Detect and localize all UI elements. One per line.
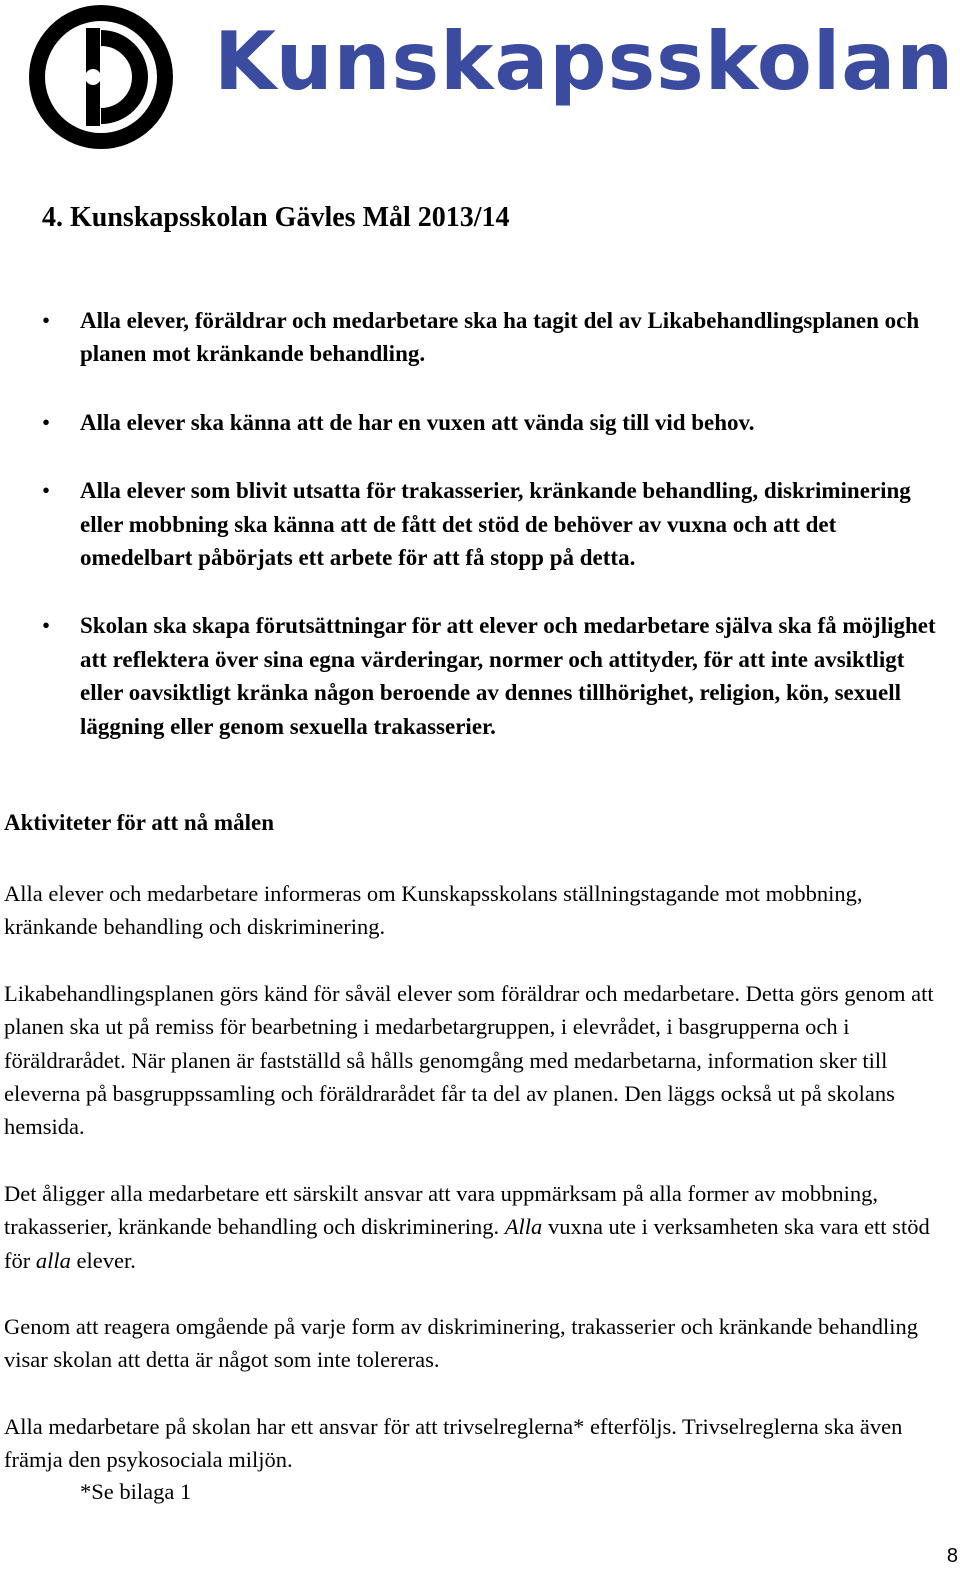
emphasis-text: alla	[35, 1247, 71, 1273]
bullet-icon: •	[42, 613, 51, 639]
goal-item	[42, 609, 952, 743]
goal-text: Alla elever som blivit utsatta för trakasserier, kränkande behandling, diskriminering eller mobbning ska känna att de fått det stöd de behöver av vuxna och att det omedelbart påbörjats ett arbete för att få stopp på detta.	[80, 478, 911, 571]
paragraph: Alla medarbetare på skolan har ett ansvar för att trivselreglerna* efterföljs. Trivselreglerna ska även främja den psykosociala miljön.	[4, 1413, 903, 1473]
paragraph-text: vuxna ute i verksamheten ska vara ett stöd för	[4, 1214, 930, 1273]
page-title: 4. Kunskapsskolan Gävles Mål 2013/14	[42, 202, 510, 233]
paragraph	[4, 1177, 954, 1277]
kunskapsskolan-emblem-icon	[28, 4, 174, 150]
header	[28, 4, 955, 152]
bullet-icon: •	[42, 409, 51, 435]
page-number: 8	[946, 1545, 958, 1567]
goal-item	[42, 304, 952, 371]
goal-item	[42, 474, 952, 574]
goal-text: Skolan ska skapa förutsättningar för att elever och medarbetare själva ska få möjlighet att reflektera över sina egna värderingar, normer och attityder, för att inte avsiktligt eller oavsiktligt kränka någon beroende av dennes tillhörighet, religion, kön, sexuell läggning eller genom sexuella trakasserier.	[80, 613, 936, 739]
goal-text: Alla elever ska känna att de har en vuxen att vända sig till vid behov.	[80, 409, 755, 435]
paragraph-text: elever.	[70, 1247, 136, 1273]
activities-body	[4, 877, 954, 1510]
bullet-icon: •	[42, 308, 51, 333]
appendix-note: *Se bilaga 1	[80, 1479, 192, 1504]
goals-list	[42, 304, 952, 778]
activities-heading: Aktiviteter för att nå målen	[4, 810, 274, 835]
paragraph: Alla elever och medarbetare informeras om Kunskapsskolans ställningstagande mot mobbning, kränkande behandling och diskriminering.	[4, 881, 863, 940]
paragraph: Genom att reagera omgående på varje form av diskriminering, trakasserier och kränkande behandling visar skolan att detta är något som inte tolereras.	[4, 1314, 919, 1373]
bullet-icon: •	[42, 478, 51, 504]
logo-wordmark: Kunskapsskolan	[214, 15, 955, 108]
goal-item	[42, 406, 952, 439]
goal-text: Alla elever, föräldrar och medarbetare ska ha tagit del av Likabehandlingsplanen och planen mot kränkande behandling.	[80, 308, 920, 367]
paragraph-text: Det åligger alla medarbetare ett särskilt ansvar att vara uppmärksam på alla former av mobbning, trakasserier, kränkande behandling och diskriminering.	[4, 1180, 879, 1240]
paragraph: Likabehandlingsplanen görs känd för såväl elever som föräldrar och medarbetare. Detta görs genom att planen ska ut på remiss för bearbetning i medarbetargruppen, i elevrådet, i basgrupperna och i föräldrarådet. När planen är fastställd så hålls genomgång med medarbetarna, information sker till eleverna på basgruppssamling och föräldrarådet får ta del av planen. Den läggs också ut på skolans hemsida.	[4, 980, 934, 1140]
emphasis-text: Alla	[504, 1214, 543, 1240]
